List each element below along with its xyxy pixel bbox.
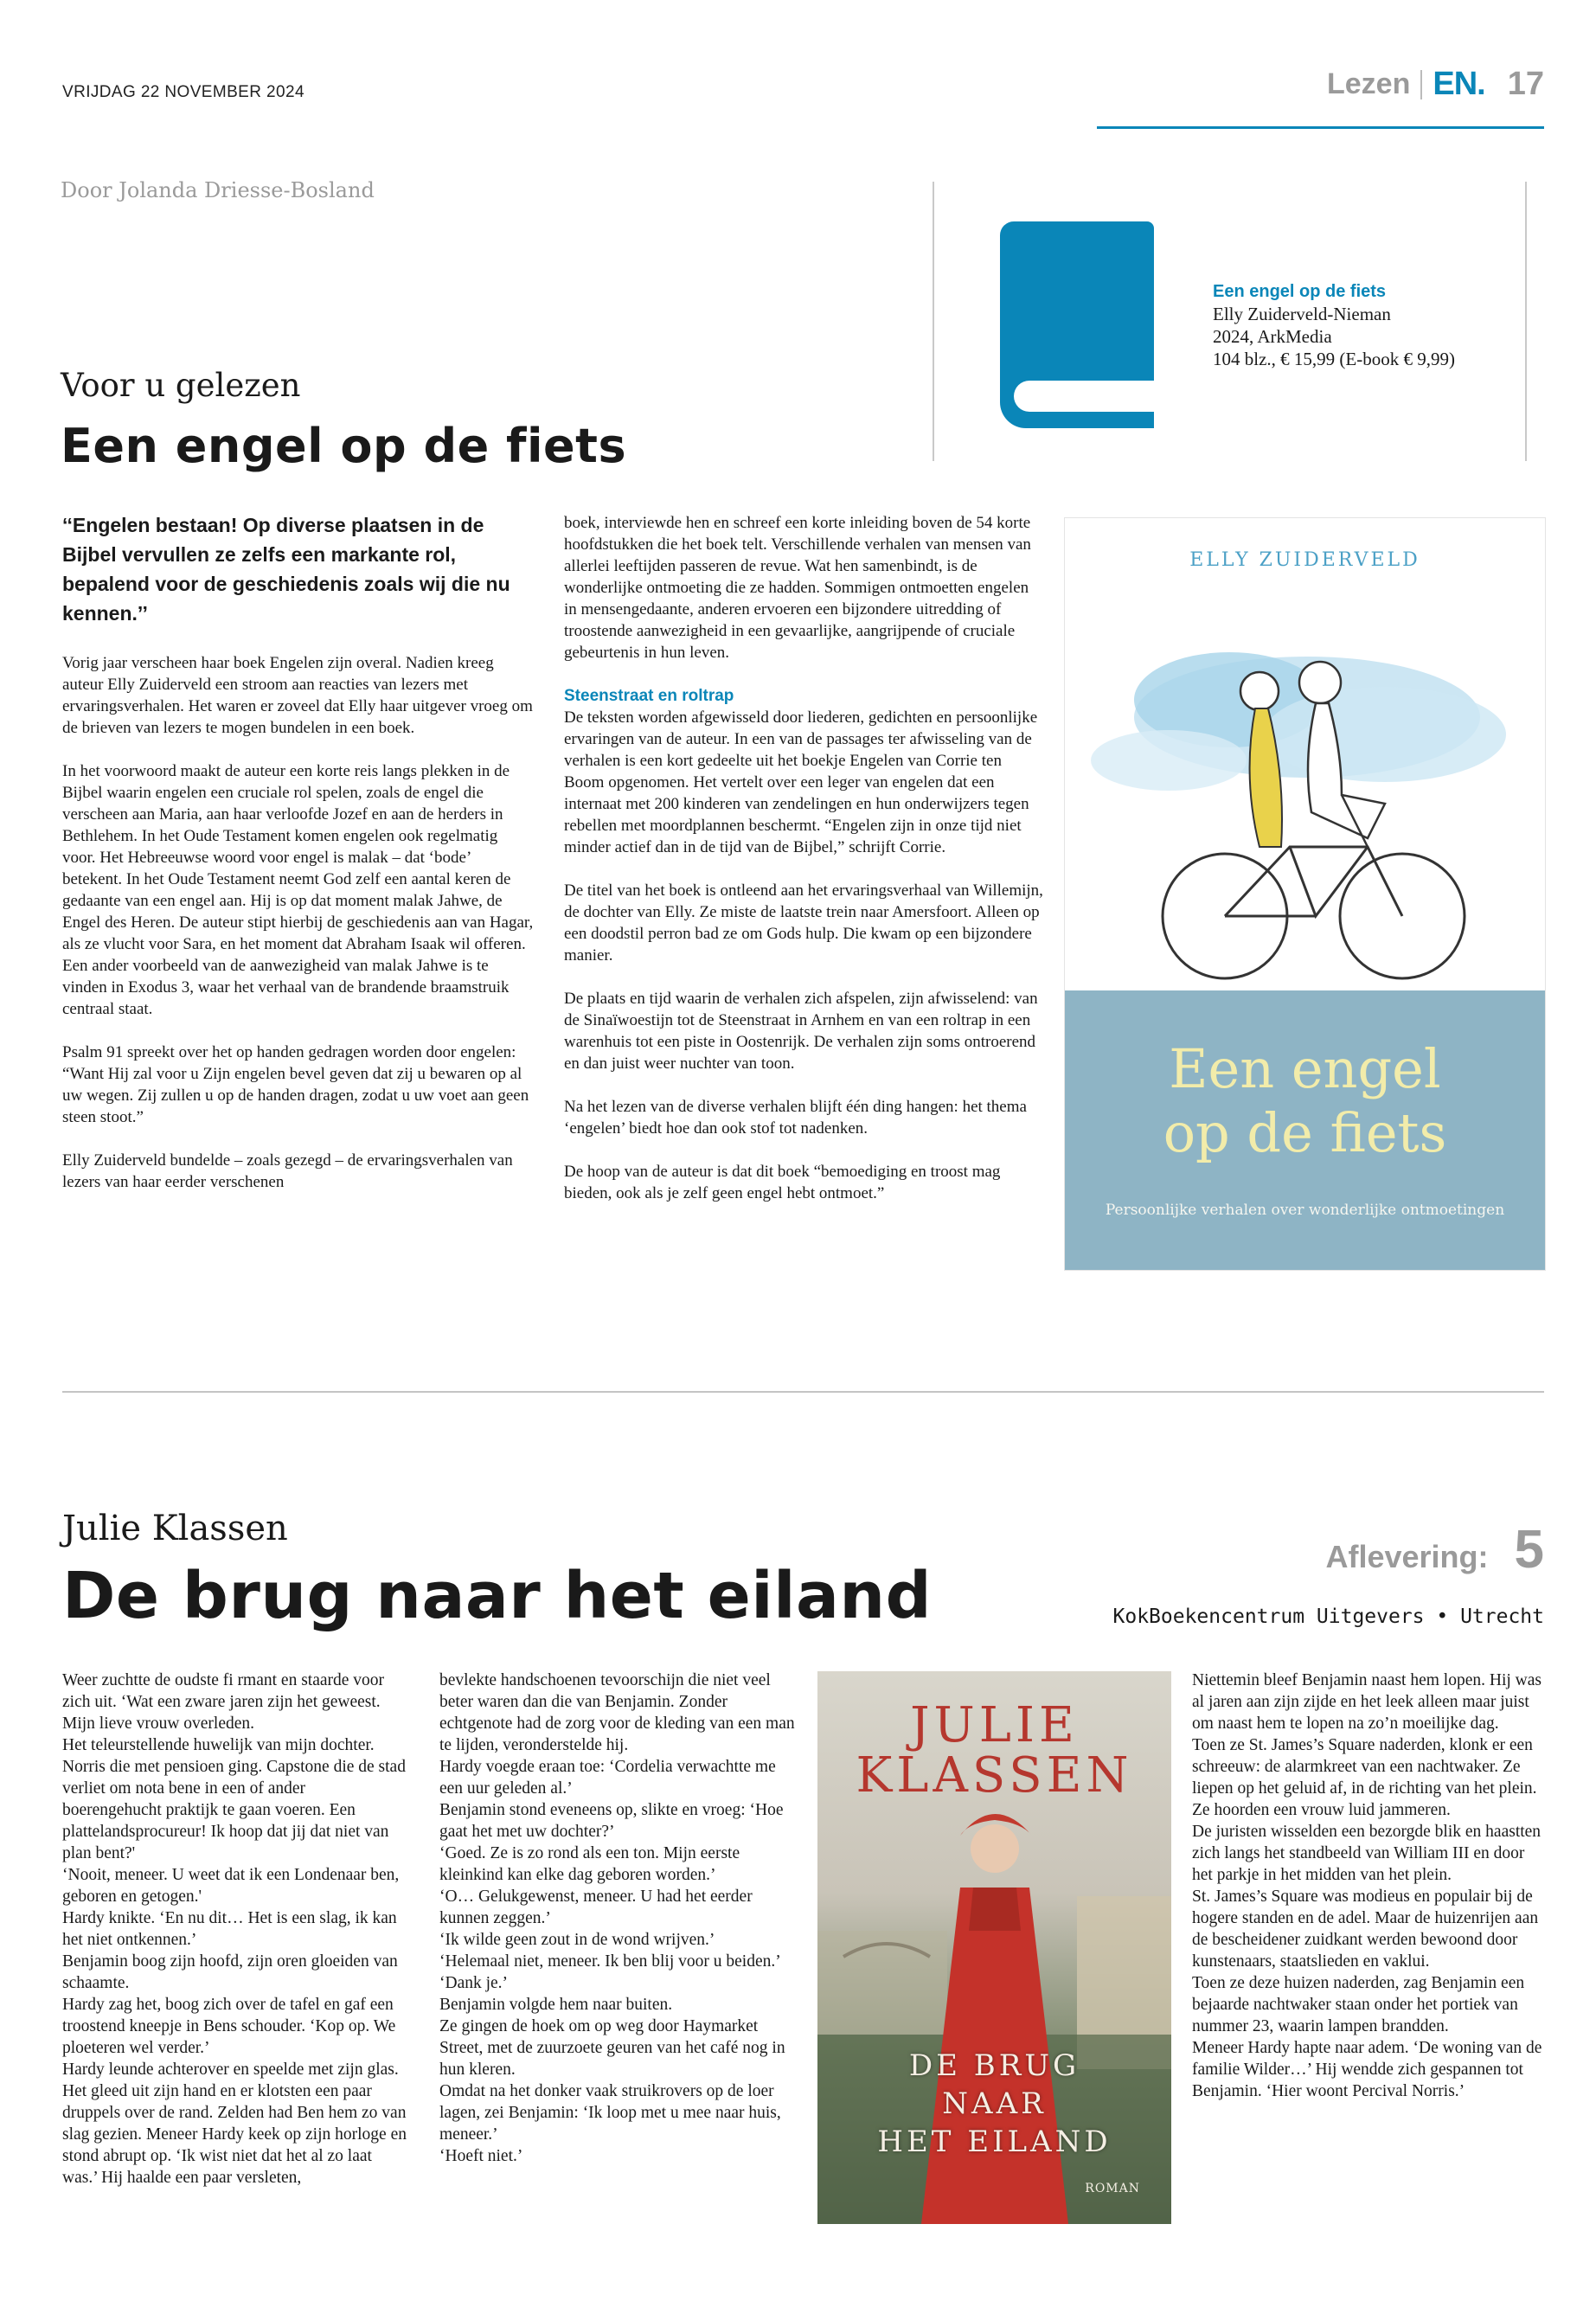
paragraph: De plaats en tijd waarin de verhalen zich afspelen, zijn afwisselend: van de Sinaïwoestijn tot de Steenstraat in Arnhem en van een roltrap in een warenhuis tot een piste in Oostenrijk. De verhalen zijn soms ontroerend en dan juist weer nuchter van toon. <box>564 990 1038 1073</box>
book-info <box>1213 280 1455 370</box>
text-line: De juristen wisselden een bezorgde blik en haastten zich langs het standbeeld van William III en door het parkje in het midden van het plein. <box>1192 1823 1542 1884</box>
cover2-author-line-1: JULIE <box>910 1697 1079 1753</box>
text-line: Toen ze deze huizen naderden, zag Benjamin een bejaarde nachtwaker staan onder het portiek van nummer 23, waarin lampen brandden. <box>1192 1974 1525 2035</box>
text-line: Benjamin boog zijn hoofd, zijn oren gloeiden van schaamte. <box>62 1952 398 1992</box>
cover-title-line-1: Een engel <box>1169 1037 1441 1100</box>
article1-subhead: Steenstraat en roltrap <box>564 687 734 705</box>
cover-title <box>1065 1037 1545 1165</box>
paragraph: Psalm 91 spreekt over het op handen gedragen worden door engelen: “Want Hij zal voor u Zijn engelen bevel geven dat zij u bewaren op al uw wegen. Zij zullen u op de handen dragen, zodat u uw voet aan geen steen stoot.” <box>62 1043 529 1126</box>
book-cover-brug <box>817 1671 1171 2224</box>
text-line: Hardy zag het, boog zich over de tafel en gaf een troostend kneepje in Bens schouder. ‘Kop op. We ploeteren wel verder.’ <box>62 1996 396 2057</box>
text-line: ‘Dank je.’ <box>439 1974 509 1992</box>
article2-column-1 <box>62 1670 408 2189</box>
text-line: Weer zuchtte de oudste fi rmant en staarde voor zich uit. ‘Wat een zware jaren zijn het geweest. Mijn lieve vrouw overleden. <box>62 1671 385 1733</box>
text-line: St. James’s Square was modieus en populair bij de hogere standen en de adel. Maar de huizenrijen aan de bescheidener zuidkant werden bewoond door kunstenaars, staatslieden en vaklui. <box>1192 1888 1539 1971</box>
book-info-publisher: 2024, ArkMedia <box>1213 326 1332 347</box>
text-line: Hardy leunde achterover en speelde met zijn glas. Het gleed uit zijn hand en er klotsten een paar druppels over de rand. Zelden had Ben hem zo van slag gezien. Meneer Hardy keek op zijn horloge en stond abrupt op. ‘Ik wist niet dat het al zo laat was.’ Hij haalde een paar versleten, <box>62 2061 407 2187</box>
text-line: Meneer Hardy hapte naar adem. ‘De woning van de familie Wilder…’ Hij wendde zich gespannen tot Benjamin. ‘Hier woont Percival Norris.’ <box>1192 2039 1542 2100</box>
text-line: ‘Helemaal niet, meneer. Ik ben blij voor u beiden.’ <box>439 1952 781 1971</box>
text-line: Ze hoorden een vrouw luid jammeren. <box>1192 1801 1451 1819</box>
column-divider-left <box>933 182 934 461</box>
episode-label: Aflevering: <box>1325 1539 1489 1574</box>
cover2-genre-label: ROMAN <box>1085 2182 1140 2195</box>
text-line: ‘Ik wilde geen zout in de wond wrijven.’ <box>439 1931 715 1949</box>
article1-headline: Een engel op de fiets <box>61 419 627 473</box>
header-rule <box>1097 126 1544 129</box>
paragraph: De hoop van de auteur is dat dit boek “bemoediging en troost mag bieden, ook als je zelf geen engel hebt ontmoet.” <box>564 1163 1001 1202</box>
text-line: Hardy voegde eraan toe: ‘Cordelia verwachtte me een uur geleden al.’ <box>439 1758 776 1798</box>
book-info-title: Een engel op de fiets <box>1213 282 1387 301</box>
paragraph: Na het lezen van de diverse verhalen blijft één ding hangen: het thema ‘engelen’ biedt hoe dan ook stof tot nadenken. <box>564 1098 1027 1138</box>
text-line: ‘Goed. Ze is zo rond als een ton. Mijn eerste kleinkind kan elke dag geboren worden.’ <box>439 1844 740 1884</box>
section-title: Lezen <box>1327 67 1411 100</box>
paragraph: De titel van het boek is ontleend aan het ervaringsverhaal van Willemijn, de dochter van Elly. Ze miste de laatste trein naar Amersfoort. Alleen op een doodstil perron bad ze om Gods hulp. Die kwam op een bijzondere manier. <box>564 881 1043 965</box>
text-line: Omdat na het donker vaak struikrovers op de loer lagen, zei Benjamin: ‘Ik loop met u mee naar huis, meneer.’ <box>439 2082 781 2144</box>
book-info-author: Elly Zuiderveld-Nieman <box>1213 304 1391 324</box>
article2-column-4 <box>1192 1670 1547 2102</box>
text-line: Het teleurstellende huwelijk van mijn dochter. Norris die met pensioen ging. Capstone die de stad verliet om nota bene in een of ander boerengehucht praktijk te gaan voeren. Een plattelandsprocureur! Ik hoop dat jij dat niet van plan bent?' <box>62 1736 406 1862</box>
column-divider-right <box>1525 182 1527 461</box>
text-line: ‘Nooit, meneer. U weet dat ik een Londenaar ben, geboren en getogen.' <box>62 1866 400 1906</box>
text-line: Ze gingen de hoek om op weg door Haymarket Street, met de zuurzoete geuren van het café nog in hun kleren. <box>439 2017 785 2079</box>
article2-column-2 <box>439 1670 803 2167</box>
text-line: Toen ze St. James’s Square naderden, klonk er een schreeuw: de alarmkreet van een nachtwaker. Ze liepen op het geluid af, in de richting van het plein. <box>1192 1736 1537 1798</box>
paragraph: boek, interviewde hen en schreef een korte inleiding boven de 54 korte hoofdstukken die het boek telt. Verschillende verhalen van mensen van allerlei leeftijden passeren de revue. Wat hen samenbindt, is de wonderlijke ontmoeting die ze hadden. Sommigen ontmoetten engelen in mensengedaante, anderen ervoeren een bijzondere uitredding of troostende aanwezigheid in een gevaarlijke, aangrijpende of cruciale gebeurtenis in hun leven. <box>564 514 1031 662</box>
page-header <box>1327 66 1544 103</box>
text-line: bevlekte handschoenen tevoorschijn die niet veel beter waren dan die van Benjamin. Zonder echtgenote had de zorg voor de kleding van een man te lijden, veronderstelde hij. <box>439 1671 795 1754</box>
cover2-title <box>817 2047 1171 2161</box>
newspaper-logo: EN. <box>1433 66 1485 102</box>
cover2-author-line-2: KLASSEN <box>856 1747 1133 1804</box>
text-line: Hardy knikte. ‘En nu dit… Het is een slag, ik kan het niet ontkennen.’ <box>62 1909 397 1949</box>
paragraph: Vorig jaar verscheen haar boek Engelen zijn overal. Nadien kreeg auteur Elly Zuiderveld een stroom aan reacties van lezers met ervaringsverhalen. Het waren er zoveel dat Elly haar uitgever vroeg om de brieven van lezers te mogen bundelen in een boek. <box>62 654 533 737</box>
book-icon <box>995 216 1159 428</box>
paragraph: In het voorwoord maakt de auteur een korte reis langs plekken in de Bijbel waarin engelen een cruciale rol spelen, zoals de engel die verscheen aan Maria, aan haar verloofde Jozef en aan de herders in Bethlehem. In het Oude Testament komen engelen ook regelmatig voor. Het Hebreeuwse woord voor engel is malak – dat ‘bode’ betekent. In het Oude Testament neemt God zelf een aantal keren de gedaante van een engel aan. Hij is op dat moment malak Jahwe, de Engel des Heren. De auteur stipt hierbij de geschiedenis aan van Hagar, als ze vlucht voor Sara, en het moment dat Abraham Isaak wil offeren. Een ander voorbeeld van de aanwezigheid van malak Jahwe is te vinden in Exodus 3, waar het verhaal van de brandende braamstruik centraal staat. <box>62 762 534 1018</box>
edition-date: VRIJDAG 22 NOVEMBER 2024 <box>62 83 304 101</box>
byline: Door Jolanda Driesse-Bosland <box>61 178 375 202</box>
cover-illustration <box>1082 587 1529 990</box>
cover2-title-line-2: NAAR <box>942 2086 1047 2121</box>
text-line: ‘O… Gelukgewenst, meneer. U had het eerder kunnen zeggen.’ <box>439 1888 753 1927</box>
serial-publisher: KokBoekencentrum Uitgevers • Utrecht <box>1112 1606 1544 1628</box>
text-line: Benjamin stond eveneens op, slikte en vroeg: ‘Hoe gaat het met uw dochter?’ <box>439 1801 784 1841</box>
cover-subtitle: Persoonlijke verhalen over wonderlijke ontmoetingen <box>1105 1202 1505 1219</box>
book-info-details: 104 blz., € 15,99 (E-book € 9,99) <box>1213 349 1455 369</box>
article2-kicker: Julie Klassen <box>62 1509 288 1548</box>
book-cover-engel <box>1064 517 1546 1271</box>
text-line: Benjamin volgde hem naar buiten. <box>439 1996 673 2014</box>
text-line: Niettemin bleef Benjamin naast hem lopen. Hij was al jaren aan zijn zijde en het leek alleen maar juist om naast hem te lopen na zo’n moeilijke dag. <box>1192 1671 1542 1733</box>
article2-headline: De brug naar het eiland <box>62 1559 933 1633</box>
episode-indicator <box>1325 1519 1544 1580</box>
cover-title-line-2: op de fiets <box>1163 1101 1447 1164</box>
header-separator <box>1420 70 1422 99</box>
article1-intro: ‘‘Engelen bestaan! Op diverse plaatsen in de Bijbel vervullen ze zelfs een markante rol, bepalend voor de geschiedenis zoals wij die nu kennen.’’ <box>62 514 510 625</box>
section-divider <box>62 1391 1544 1393</box>
article1-kicker: Voor u gelezen <box>61 367 301 404</box>
cover2-author <box>817 1697 1171 1804</box>
cover2-title-line-3: HET EILAND <box>877 2125 1112 2159</box>
article1-column-1 <box>62 652 534 1215</box>
paragraph: Elly Zuiderveld bundelde – zoals gezegd – de ervaringsverhalen van lezers van haar eerder verschenen <box>62 1151 513 1191</box>
text-line: ‘Hoeft niet.’ <box>439 2147 523 2165</box>
article1-column-2 <box>564 512 1044 1226</box>
episode-number: 5 <box>1514 1520 1544 1580</box>
cover2-title-line-1: DE BRUG <box>908 2048 1080 2083</box>
page-number: 17 <box>1507 66 1544 102</box>
paragraph: De teksten worden afgewisseld door liederen, gedichten en persoonlijke ervaringen van de auteur. In een van de passages ter afwisseling van de verhalen is een kort gedeelte uit het boekje Engelen van Corrie ten Boom opgenomen. Het vertelt over een leger van engelen dat een internaat met 200 kinderen van zendelingen en hun onderwijzers tegen rebellen met moordplannen beschermt. “Engelen zijn in onze tijd niet minder actief dan in de tijd van de Bijbel,” schrijft Corrie. <box>564 708 1038 856</box>
cover-author: ELLY ZUIDERVELD <box>1189 549 1420 571</box>
